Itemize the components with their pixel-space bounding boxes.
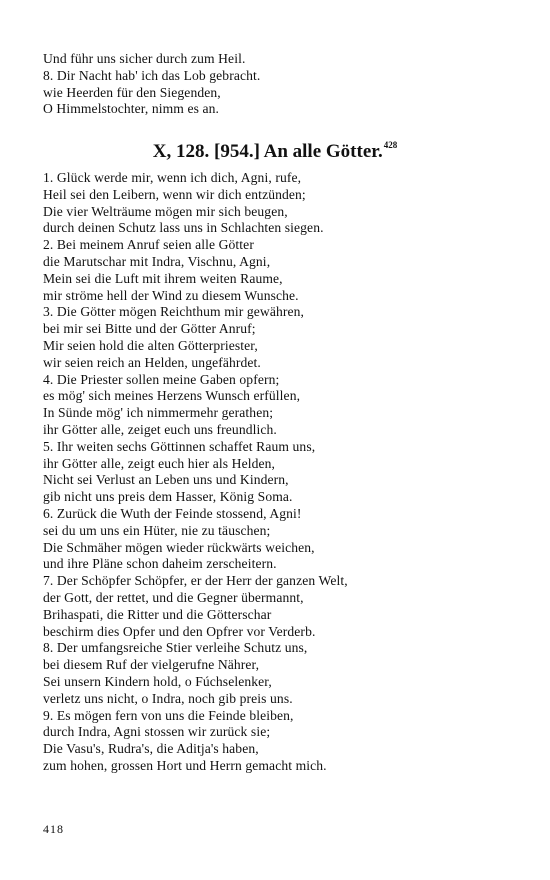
verse-line: Die Vasu's, Rudra's, die Aditja's haben, (43, 741, 259, 757)
verse-line: Brihaspati, die Ritter und die Götterschar (43, 606, 272, 622)
verse-line: verletz uns nicht, o Indra, noch gib preis uns. (43, 690, 293, 706)
verse-line: wie Heerden für den Siegenden, (43, 84, 221, 100)
verse-line: Und führ uns sicher durch zum Heil. (43, 51, 246, 66)
verse-line: 4. Die Priester sollen meine Gaben opfern; (43, 371, 280, 387)
section-heading (0, 140, 550, 164)
verse-line: Mein sei die Luft mit ihrem weiten Raume, (43, 270, 283, 286)
page-number: 418 (43, 822, 64, 836)
section-title: X, 128. [954.] An alle Götter. (152, 141, 383, 162)
verse-line: 1. Glück werde mir, wenn ich dich, Agni, rufe, (43, 170, 302, 185)
verse-line: zum hohen, grossen Hort und Herrn gemacht mich. (43, 757, 327, 773)
verse-line: 5. Ihr weiten sechs Göttinnen schaffet Raum uns, (43, 438, 316, 454)
verse-line: Nicht sei Verlust an Leben uns und Kindern, (43, 472, 289, 488)
verse-line: ihr Götter alle, zeigt euch hier als Helden, (43, 455, 276, 471)
verse-line: In Sünde mög' ich nimmermehr gerathen; (43, 405, 274, 421)
verse-line: beschirm dies Opfer und den Opfrer vor Verderb. (43, 623, 316, 639)
verse-line: mir ströme hell der Wind zu diesem Wunsche. (43, 287, 299, 303)
verse-line: Sei unsern Kindern hold, o Fúchselenker, (43, 673, 272, 689)
verse-line: Mir seien hold die alten Götterpriester, (43, 337, 258, 353)
verse-line: Die vier Welträume mögen mir sich beugen, (43, 203, 288, 219)
verse-line: durch deinen Schutz lass uns in Schlachten siegen. (43, 220, 324, 236)
verse-line: 2. Bei meinem Anruf seien alle Götter (43, 237, 254, 253)
verse-line: gib nicht uns preis dem Hasser, König Soma. (43, 489, 293, 505)
previous-poem-ending (43, 51, 260, 118)
verse-line: Die Schmäher mögen wieder rückwärts weichen, (43, 539, 315, 555)
verse-line: 6. Zurück die Wuth der Feinde stossend, Agni! (43, 505, 302, 521)
verse-line: es mög' sich meines Herzens Wunsch erfüllen, (43, 388, 301, 404)
footnote-reference[interactable]: 428 (383, 140, 398, 150)
verse-line: durch Indra, Agni stossen wir zurück sie; (43, 724, 271, 740)
verse-line: 8. Der umfangsreiche Stier verleihe Schutz uns, (43, 640, 308, 656)
verse-line: wir seien reich an Helden, ungefährdet. (43, 354, 261, 370)
verse-line: sei du um uns ein Hüter, nie zu täuschen; (43, 522, 271, 538)
verse-line: ihr Götter alle, zeiget euch uns freundlich. (43, 421, 277, 437)
verse-line: die Marutschar mit Indra, Vischnu, Agni, (43, 253, 271, 269)
poem-body (43, 170, 348, 775)
verse-line: bei mir sei Bitte und der Götter Anruf; (43, 321, 256, 337)
verse-line: 7. Der Schöpfer Schöpfer, er der Herr der ganzen Welt, (43, 573, 348, 589)
verse-line: 8. Dir Nacht hab' ich das Lob gebracht. (43, 67, 261, 83)
verse-line: Heil sei den Leibern, wenn wir dich entzünden; (43, 186, 306, 202)
verse-line: bei diesem Ruf der vielgerufne Nährer, (43, 657, 260, 673)
verse-line: 3. Die Götter mögen Reichthum mir gewähren, (43, 304, 305, 320)
verse-line: O Himmelstochter, nimm es an. (43, 101, 220, 117)
verse-line: der Gott, der rettet, und die Gegner übermannt, (43, 589, 304, 605)
verse-line: 9. Es mögen fern von uns die Feinde bleiben, (43, 707, 294, 723)
verse-line: und ihre Pläne schon daheim zerscheitern. (43, 556, 277, 572)
